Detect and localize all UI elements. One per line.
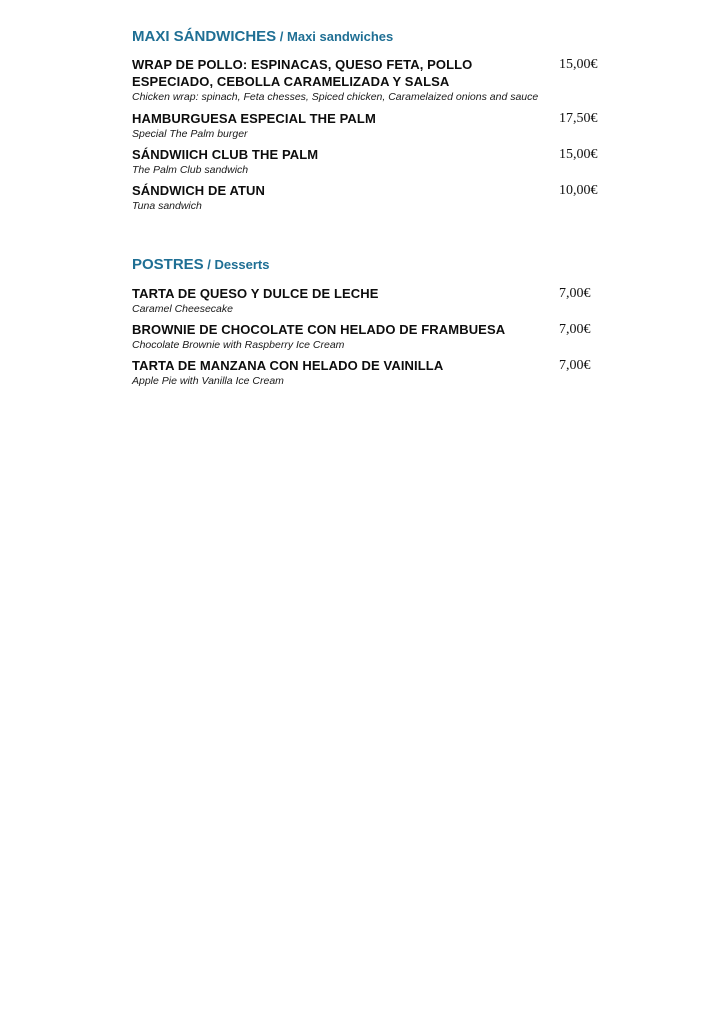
- item-name: SÁNDWICH DE ATUN: [132, 183, 266, 198]
- item-price: 7,00€: [559, 322, 591, 337]
- item-description: The Palm Club sandwich: [132, 164, 249, 176]
- menu-item: [132, 285, 612, 316]
- item-name: SÁNDWIICH CLUB THE PALM: [132, 147, 319, 162]
- item-description: Tuna sandwich: [132, 200, 202, 212]
- item-description: Chicken wrap: spinach, Feta chesses, Spiced chicken, Caramelaized onions and sauce: [132, 91, 539, 103]
- item-price: 10,00€: [559, 183, 598, 198]
- menu-item: [132, 146, 612, 177]
- item-name: WRAP DE POLLO: ESPINACAS, QUESO FETA, POLLO ESPECIADO, CEBOLLA CARAMELIZADA Y SALSA: [132, 57, 473, 89]
- item-name: HAMBURGUESA ESPECIAL THE PALM: [132, 111, 376, 126]
- section-title-separator: /: [276, 29, 288, 44]
- item-name: TARTA DE MANZANA CON HELADO DE VAINILLA: [132, 358, 444, 373]
- item-description: Chocolate Brownie with Raspberry Ice Cream: [132, 339, 345, 351]
- section-title-en: Desserts: [214, 257, 270, 272]
- item-price: 7,00€: [559, 358, 591, 373]
- section-desserts: [132, 256, 612, 388]
- item-price: 7,00€: [559, 286, 591, 301]
- menu-item: [132, 110, 612, 141]
- menu-item: [132, 321, 612, 352]
- menu-item: [132, 357, 612, 388]
- section-title: [132, 256, 612, 274]
- item-description: Special The Palm burger: [132, 128, 248, 140]
- section-title-separator: /: [203, 257, 215, 272]
- section-title-en: Maxi sandwiches: [287, 29, 394, 44]
- menu-item: [132, 56, 612, 104]
- item-name: BROWNIE DE CHOCOLATE CON HELADO DE FRAMBUESA: [132, 322, 506, 337]
- item-price: 15,00€: [559, 57, 598, 72]
- menu-item: [132, 182, 612, 213]
- section-title: [132, 28, 612, 46]
- item-price: 17,50€: [559, 111, 598, 126]
- item-price: 15,00€: [559, 147, 598, 162]
- section-maxi-sandwiches: [132, 28, 612, 213]
- section-title-es: MAXI SÁNDWICHES: [132, 28, 277, 45]
- item-description: Caramel Cheesecake: [132, 303, 233, 315]
- item-description: Apple Pie with Vanilla Ice Cream: [132, 375, 284, 387]
- item-name: TARTA DE QUESO Y DULCE DE LECHE: [132, 286, 379, 301]
- section-title-es: POSTRES: [132, 256, 204, 273]
